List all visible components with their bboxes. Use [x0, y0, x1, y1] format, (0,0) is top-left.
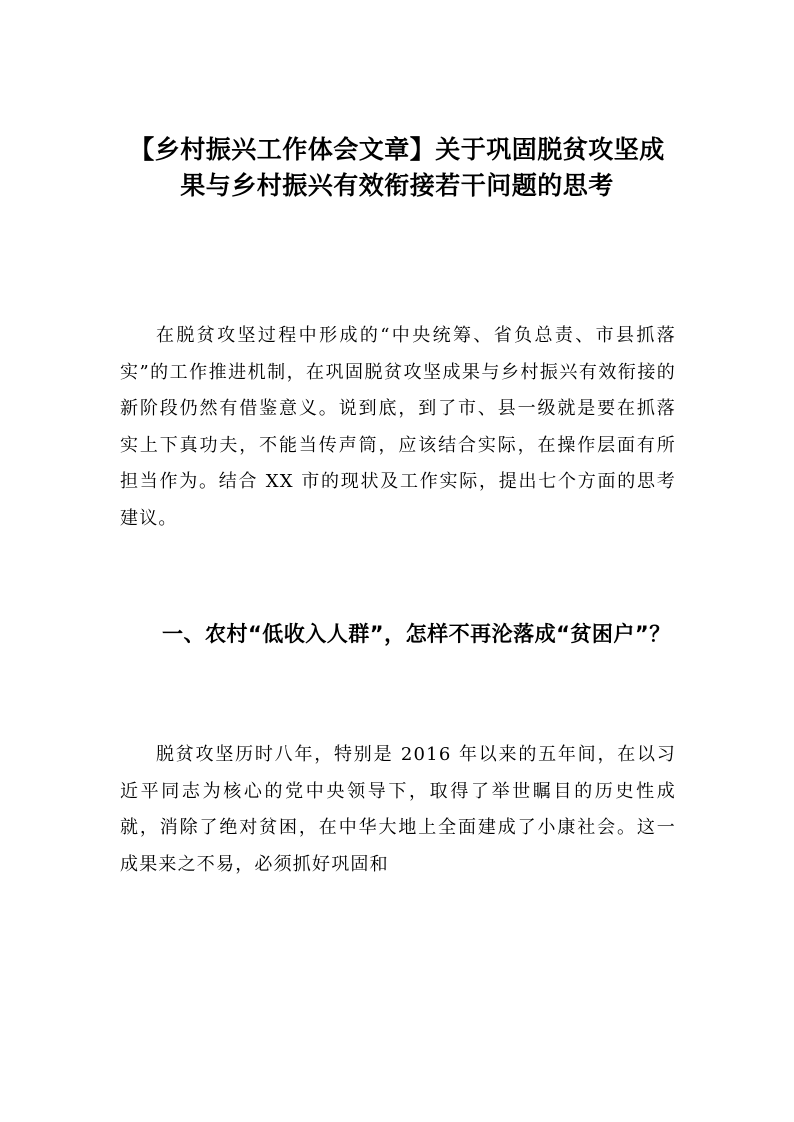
intro-paragraph: 在脱贫攻坚过程中形成的“中央统筹、省负总责、市县抓落实”的工作推进机制，在巩固脱贫攻坚成果与乡村振兴有效衔接的新阶段仍然有借鉴意义。说到底，到了市、县一级就是要在抓落实上下真功夫，不能当传声筒，应该结合实际，在操作层面有所担当作为。结合 XX 市的现状及工作实际，提出七个方面的思考建议。 [120, 325, 676, 529]
section-heading: 一、农村“低收入人群”，怎样不再沦落成“贫困户”？ [162, 622, 671, 646]
document-title: 【乡村振兴工作体会文章】关于巩固脱贫攻坚成果与乡村振兴有效衔接若干问题的思考 [129, 135, 665, 200]
section-paragraph: 脱贫攻坚历时八年，特别是 2016 年以来的五年间，在以习近平同志为核心的党中央领导下，取得了举世瞩目的历史性成就，消除了绝对贫困，在中华大地上全面建成了小康社会。这一成果来之不易，必须抓好巩固和 [120, 744, 676, 875]
